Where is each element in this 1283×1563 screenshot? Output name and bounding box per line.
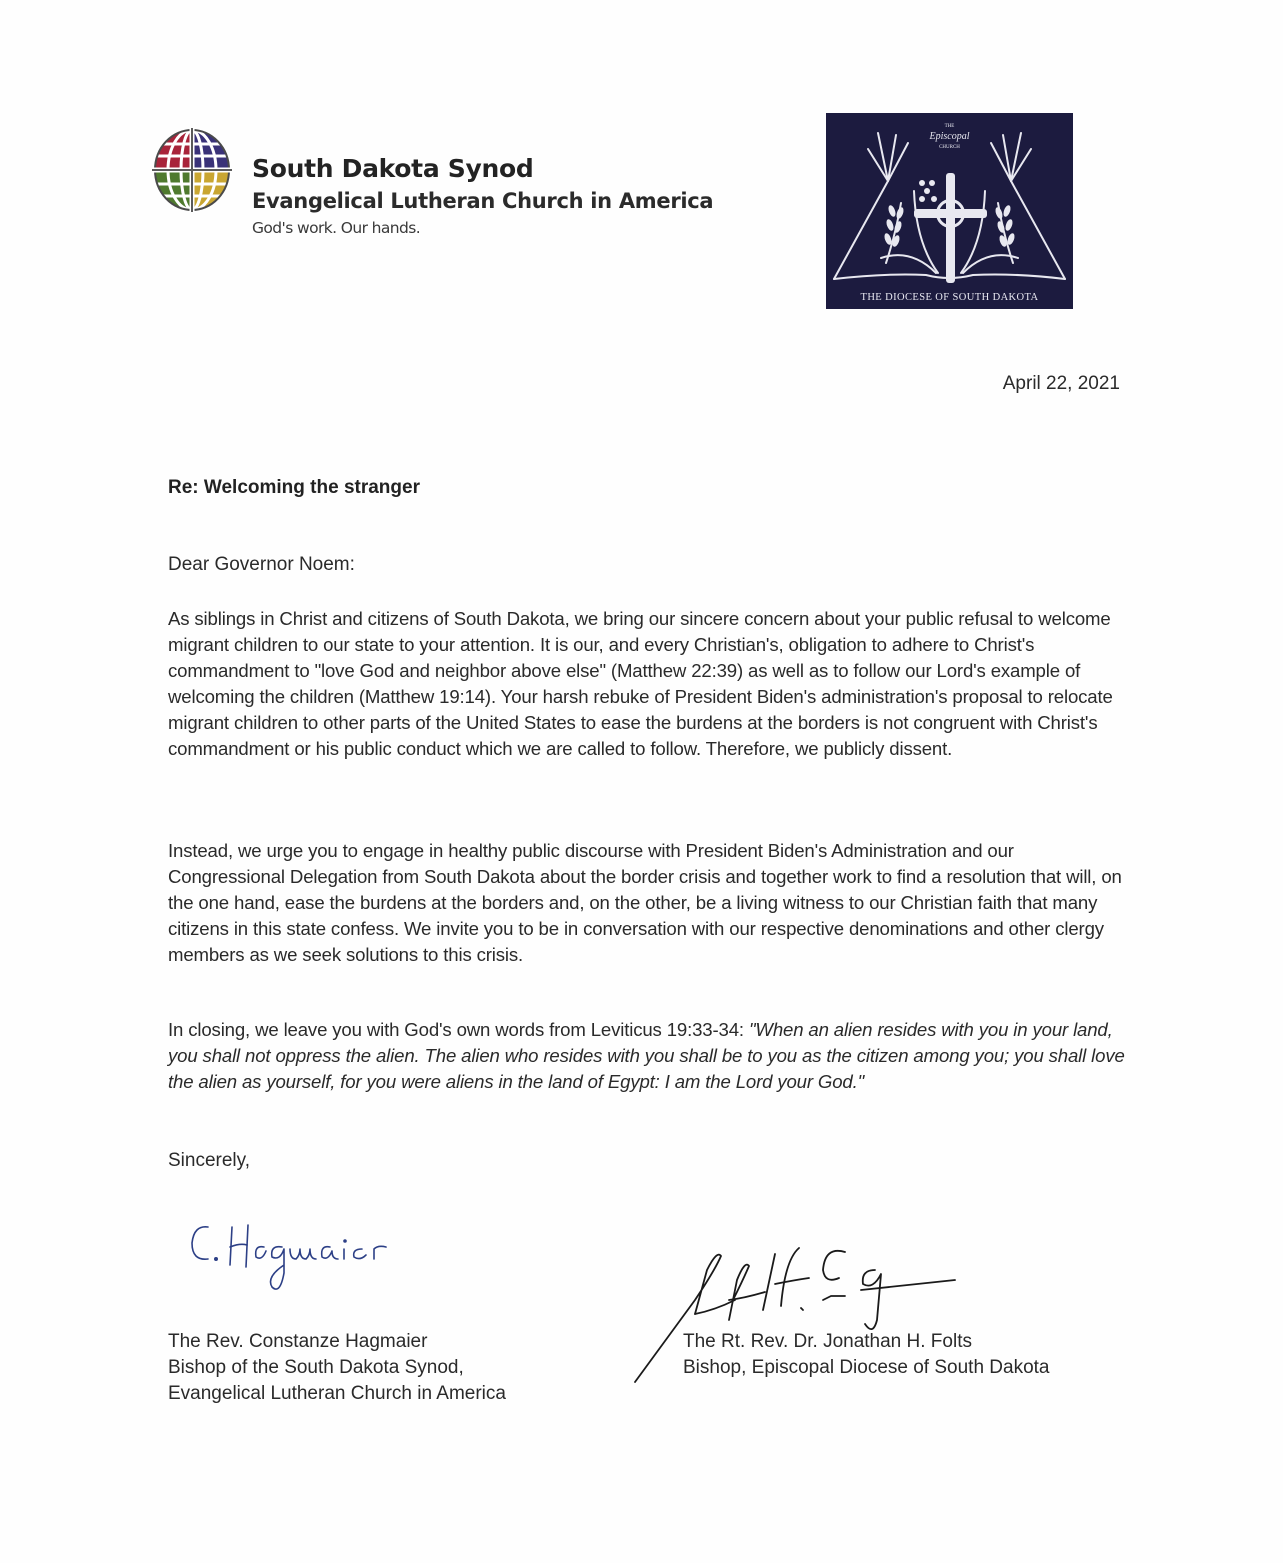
- elca-letterhead: [252, 152, 713, 240]
- hagmaier-signature: [180, 1215, 410, 1305]
- salutation: Dear Governor Noem:: [168, 554, 355, 575]
- elca-cross-globe-icon: [152, 128, 232, 212]
- signer-block-hagmaier: [168, 1329, 506, 1407]
- church-name: Evangelical Lutheran Church in America: [252, 189, 714, 213]
- signer-title: Evangelical Lutheran Church in America: [168, 1383, 506, 1404]
- seal-church-text: CHURCH: [939, 145, 960, 150]
- tagline: God's work. Our hands.: [252, 219, 421, 237]
- seal-episcopal-text: Episcopal: [929, 131, 970, 142]
- letter-closing: Sincerely,: [168, 1150, 251, 1171]
- letter-subject: Re: Welcoming the stranger: [168, 477, 420, 498]
- seal-the-text: THE: [944, 124, 955, 129]
- body-paragraph: Instead, we urge you to engage in healthy public discourse with President Biden's Administration and our Congressional Delegation from South Dakota about the border crisis and together work to find a resolution that will, on the one hand, ease the burdens at the borders and, on the other, be a living witness to our Christian faith that many citizens in this state confess. We invite you to be in conversation with our respective denominations and other clergy members as we seek solutions to this crisis.: [168, 840, 1122, 965]
- signer-name: The Rt. Rev. Dr. Jonathan H. Folts: [683, 1331, 972, 1352]
- diocese-caption: THE DIOCESE OF SOUTH DAKOTA: [860, 292, 1039, 303]
- letter-date: April 22, 2021: [1002, 373, 1120, 394]
- synod-name: South Dakota Synod: [252, 154, 534, 183]
- episcopal-diocese-seal-icon: [826, 113, 1073, 309]
- episcopal-diocese-seal: [826, 113, 1073, 309]
- signer-name: The Rev. Constanze Hagmaier: [168, 1331, 428, 1352]
- body-paragraph: As siblings in Christ and citizens of South Dakota, we bring our sincere concern about your public refusal to welcome migrant children to our state to your attention. It is our, and every Christian's, obligation to adhere to Christ's commandment to "love God and neighbor above else" (Matthew 22:39) as well as to follow our Lord's example of welcoming the children (Matthew 19:14). Your harsh rebuke of President Biden's administration's proposal to relocate migrant children to other parts of the United States to ease the burdens at the borders is not congruent with Christ's commandment or his public conduct which we are called to follow. Therefore, we publicly dissent.: [168, 608, 1113, 759]
- signer-title: Bishop, Episcopal Diocese of South Dakota: [683, 1357, 1050, 1378]
- leviticus-quote: "When an alien resides with you in your land, you shall not oppress the alien. The alien who resides with you shall be to you as the citizen among you; you shall love the alien as yourself, for you were aliens in the land of Egypt: I am the Lord your God.": [168, 1019, 1125, 1092]
- signer-block-folts: [683, 1329, 1050, 1381]
- signer-title: Bishop of the South Dakota Synod,: [168, 1357, 464, 1378]
- closing-paragraph: [168, 1017, 1128, 1095]
- closing-paragraph-intro: In closing, we leave you with God's own words from Leviticus 19:33-34:: [168, 1019, 749, 1040]
